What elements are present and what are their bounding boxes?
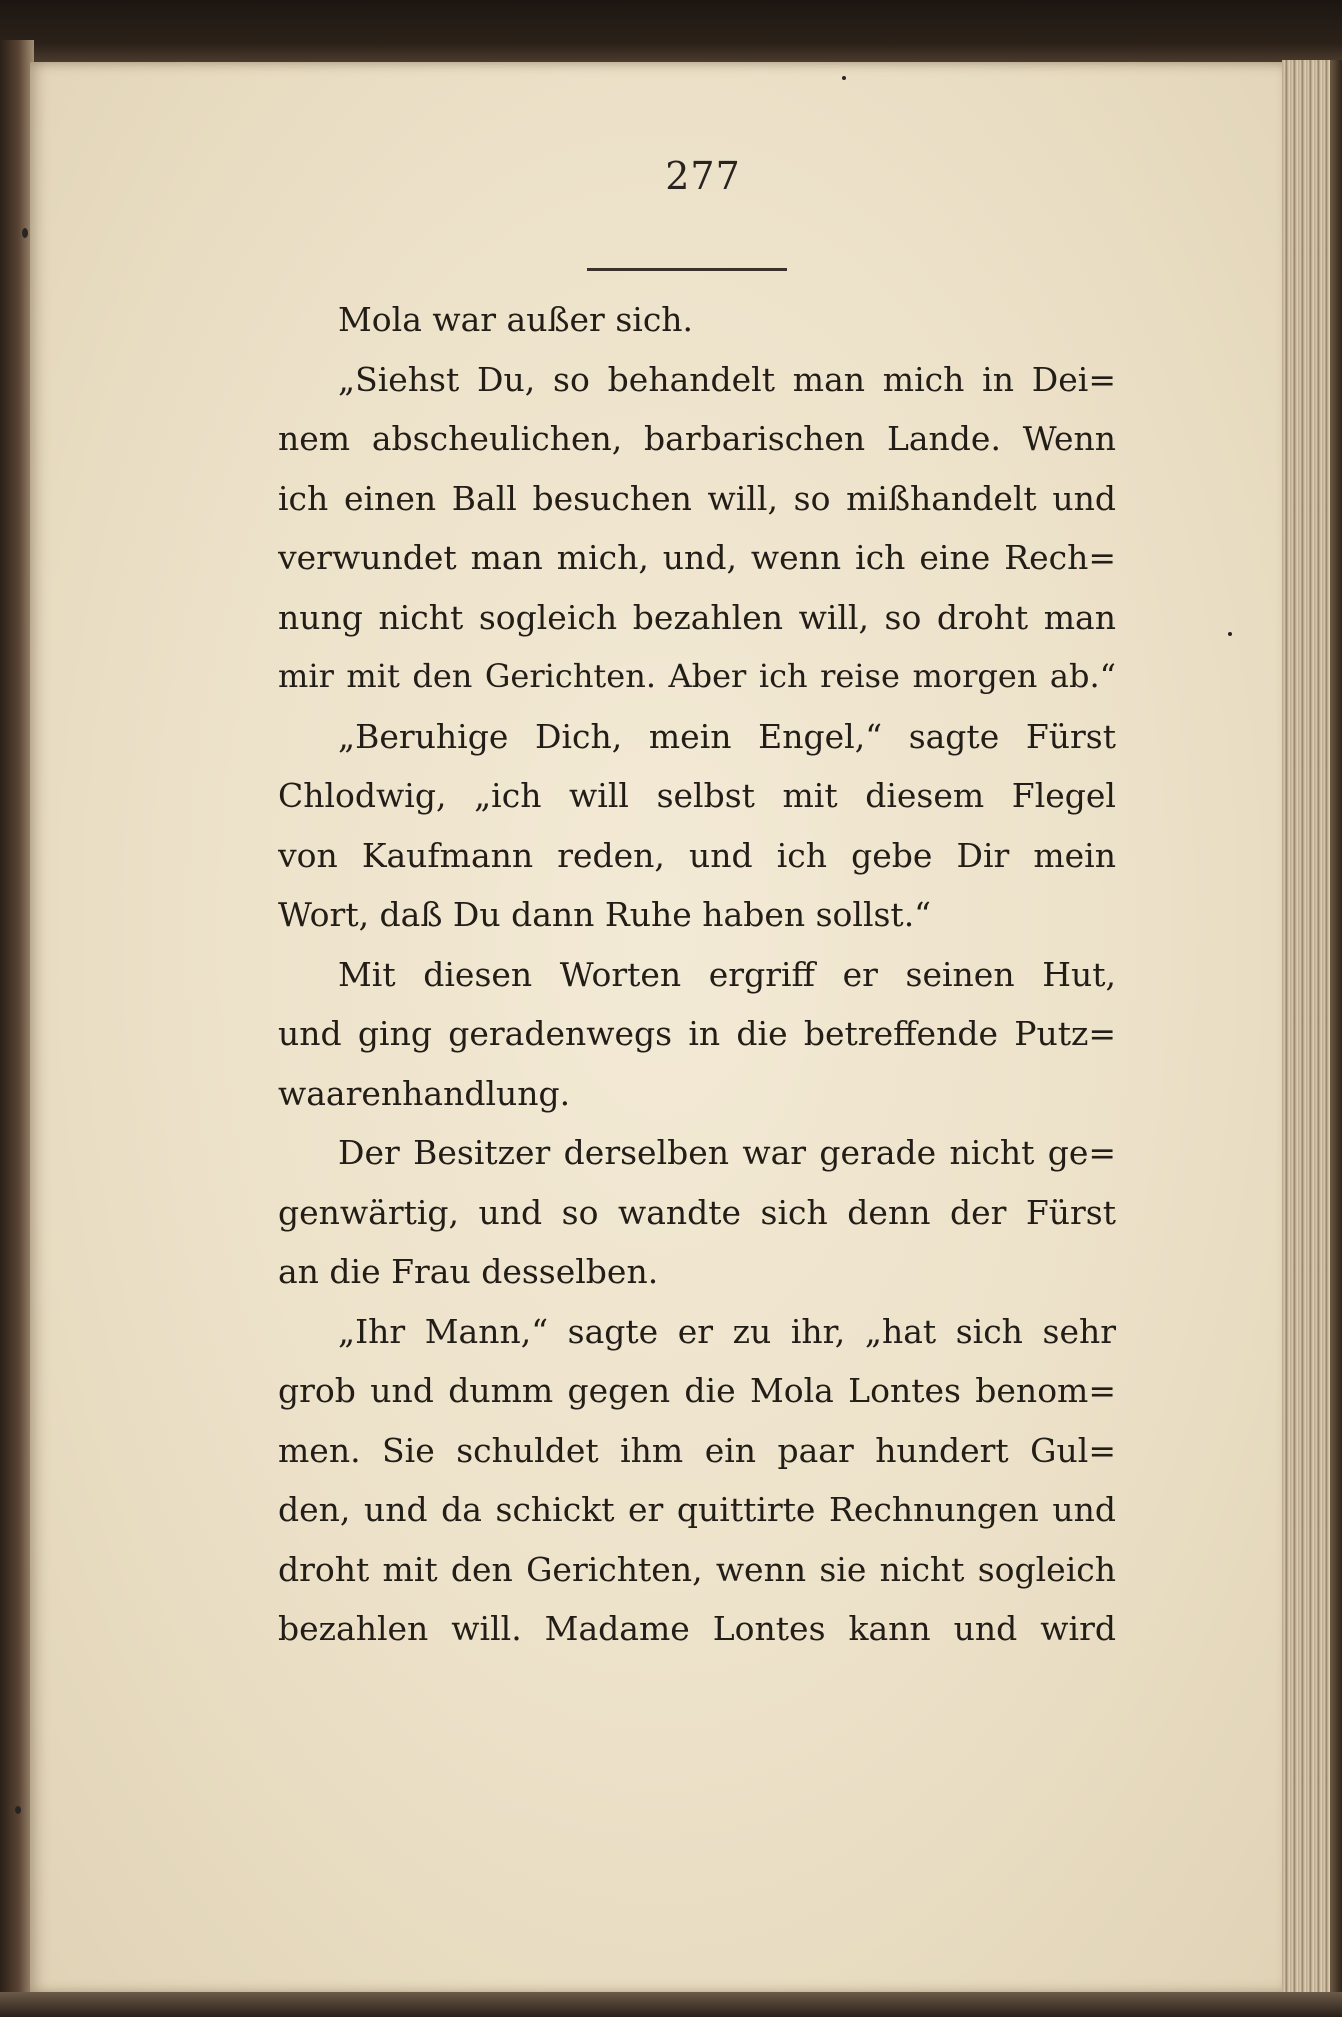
text-line: den, und da schickt er quittirte Rechnungen und xyxy=(278,1490,1116,1529)
text-line: mir mit den Gerichten. Aber ich reise morgen ab.“ xyxy=(278,657,1116,695)
text-line: „Beruhige Dich, mein Engel,“ sagte Fürst xyxy=(338,716,1116,756)
ink-speck xyxy=(1228,632,1232,636)
page-number-text: 277 xyxy=(665,154,741,198)
text-line: waarenhandlung. xyxy=(278,1073,571,1113)
text-line: Mola war außer sich. xyxy=(338,300,694,339)
text-line: bezahlen will. Madame Lontes kann und wird xyxy=(278,1609,1116,1648)
text-line: grob und dumm gegen die Mola Lontes benom= xyxy=(278,1371,1116,1410)
header-rule xyxy=(587,268,787,271)
text-line: Mit diesen Worten ergriff er seinen Hut, xyxy=(338,954,1116,994)
text-line: Wort, daß Du dann Ruhe haben sollst.“ xyxy=(278,895,932,934)
ink-speck xyxy=(842,76,846,80)
text-line: und ging geradenwegs in die betreffende Putz= xyxy=(278,1014,1116,1053)
book-cover-edge xyxy=(0,40,34,2017)
book-binding-bottom xyxy=(0,1992,1342,2017)
book-binding-top xyxy=(0,0,1342,62)
text-line: ich einen Ball besuchen will, so mißhandelt und xyxy=(278,478,1116,518)
text-line: genwärtig, und so wandte sich denn der Fürst xyxy=(278,1192,1116,1232)
ink-speck xyxy=(22,228,28,238)
page-number xyxy=(0,154,1342,198)
body-text xyxy=(278,290,1116,1659)
ink-speck xyxy=(15,1806,21,1814)
text-line: an die Frau desselben. xyxy=(278,1252,659,1291)
text-line: „Siehst Du, so behandelt man mich in Dei= xyxy=(338,359,1116,399)
text-line: nem abscheulichen, barbarischen Lande. Wenn xyxy=(278,419,1116,458)
text-line: droht mit den Gerichten, wenn sie nicht sogleich xyxy=(278,1549,1116,1589)
page-edges-shadow xyxy=(1330,60,1342,2017)
text-line: Der Besitzer derselben war gerade nicht ge= xyxy=(338,1133,1116,1172)
text-line: „Ihr Mann,“ sagte er zu ihr, „hat sich sehr xyxy=(338,1311,1116,1351)
text-line: nung nicht sogleich bezahlen will, so droht man xyxy=(278,597,1116,637)
text-line: Chlodwig, „ich will selbst mit diesem Flegel xyxy=(278,776,1116,815)
text-line: verwundet man mich, und, wenn ich eine Rech= xyxy=(278,538,1116,577)
text-line: men. Sie schuldet ihm ein paar hundert Gul= xyxy=(278,1430,1116,1470)
text-line: von Kaufmann reden, und ich gebe Dir mein xyxy=(278,835,1116,875)
